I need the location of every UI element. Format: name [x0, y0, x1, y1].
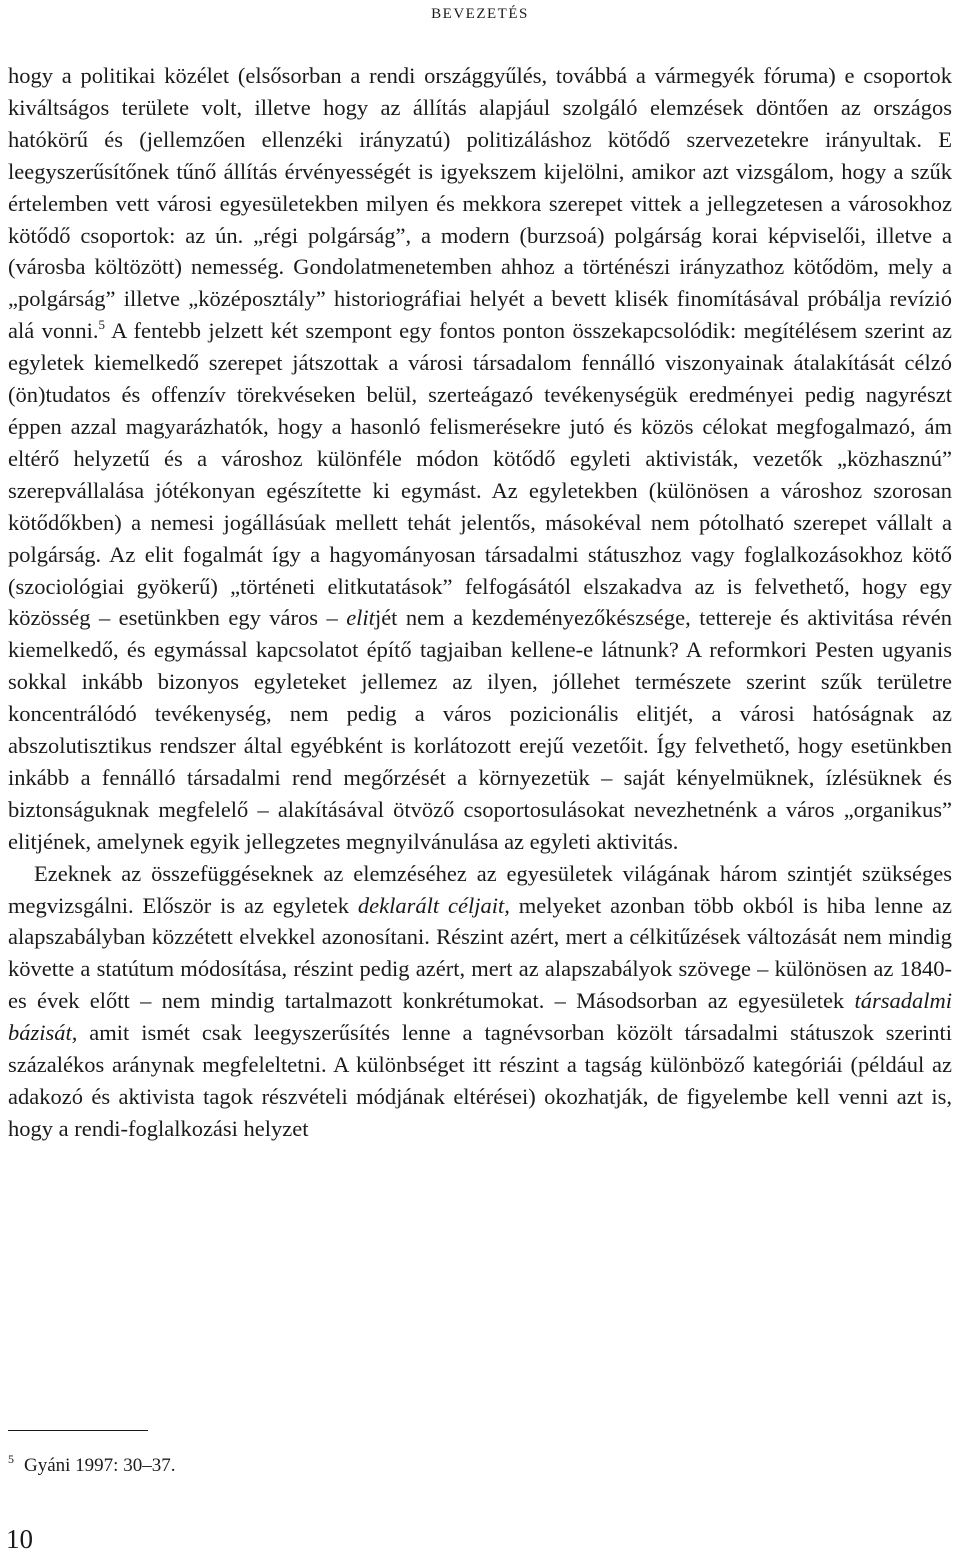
footnote-text: Gyáni 1997: 30–37.: [24, 1455, 176, 1476]
footnote: [8, 1454, 908, 1478]
italic-deklaralt-celjait: deklarált céljait,: [357, 892, 510, 918]
paragraph-1-part-3: jét nem a kezdeményezőkészsége, tettereje és aktivitása révén kiemelkedő, és egymással kapcsolatot építő tagjaiban kellene-e látnunk? A reformkori Pesten ugyanis sokkal inkább bizonyos egyleteket jellemez az ilyen, jóllehet természete szerint szűk területre koncentrálódó tevékenység, nem pedig a város pozicionális elitjét, a városi hatóságnak az abszolutisztikus rendszer által egyébként is korlátozott erejű vezetőit. Így felvethető, hogy esetünkben inkább a fennálló társadalmi rend megőrzését a környezetük – saját kényelmüknek, ízlésüknek és biztonságuknak megfelelő – alakításával ötvöző csoportosulásokat nevezhetnénk a város „organikus” elitjének, amelynek egyik jellegzetes megnyilvánulása az egyleti aktivitás.: [8, 605, 952, 854]
paragraph-1-part-2: A fentebb jelzett két szempont egy fontos ponton összekapcsolódik: megítélésem szerint az egyletek kiemelkedő szerepet játszottak a városi társadalom fennálló viszonyainak átalakítását célzó (ön)tudatos és offenzív törekvéseken belül, szerteágazó tevékenységük eredményei pedig nagyrészt éppen azzal magyarázhatók, hogy a hasonló felismerésekre jutó és közös célokat megfogalmazó, ám eltérő helyzetű és a városhoz különféle módon kötődő egyleti aktivisták, vezetők „közhasznú” szerepvállalása jótékonyan egészítette ki egymást. Az egyletekben (különösen a városhoz szorosan kötődőkben) a nemesi jogállásúak mellett tehát jelentős, másokéval nem pótolható szerepet vállalt a polgárság. Az elit fogalmát így a hagyományosan társadalmi státuszhoz vagy foglalkozásokhoz kötő (szociológiai gyökerű) „történeti elitkutatások” felfogásától elszakadva az is felvethető, hogy egy közösség – esetünkben egy város –: [8, 318, 952, 631]
paragraph-2: [8, 858, 952, 1145]
italic-elit: elit: [346, 605, 375, 631]
italic-tarsadalmi-bazisat: társadalmi bázisát,: [8, 988, 952, 1046]
body-text: [8, 60, 952, 1145]
footnote-reference: 5: [98, 317, 105, 333]
footnote-number: 5: [8, 1452, 14, 1466]
paragraph-2-part-3: amit ismét csak leegyszerűsítés lenne a tagnévsorban közölt társadalmi státuszok szerinti százalékos aránynak megfeleltetni. A különbséget itt részint a tagság különböző kategóriái (például az adakozó és aktivista tagok részvételi módjának eltérései) okozhatják, de figyelembe kell venni azt is, hogy a rendi-foglalkozási helyzet: [8, 1020, 952, 1141]
paragraph-2-part-1: Ezeknek az összefüggéseknek az elemzéséhez az egyesületek világának három szintjét szükséges megvizsgálni. Először is az egyletek: [8, 860, 952, 918]
footnote-separator: [8, 1430, 148, 1431]
paragraph-1: [8, 60, 952, 858]
running-head: BEVEZETÉS: [431, 6, 529, 22]
page-number: 10: [6, 1524, 33, 1554]
paragraph-1-part-1: hogy a politikai közélet (elsősorban a rendi országgyűlés, továbbá a vármegyék fóruma) e csoportok kiváltságos területe volt, illetve hogy az állítás alapjául szolgáló elemzések döntően az országos hatókörű és (jellemzően ellenzéki irányzatú) politizáláshoz kötődő szervezetekre irányultak. E leegyszerűsítőnek tűnő állítás érvényességét is igyekszem kijelölni, amikor azt vizsgálom, hogy a szűk értelemben vett városi egyesületekben milyen és mekkora szerepet vittek a jellegzetesen a városokhoz kötődő csoportok: az ún. „régi polgárság”, a modern (burzsoá) polgárság korai képviselői, illetve a (városba költözött) nemesség. Gondolatmenetemben ahhoz a történészi irányzathoz kötődöm, mely a „polgárság” illetve „középosztály” historiográfiai helyét a bevett klisék finomításával próbálja revízió alá vonni.: [8, 63, 952, 344]
paragraph-2-part-2: melyeket azonban több okból is hiba lenne az alapszabályban közzétett elvekkel azonosítani. Részint azért, mert a célkitűzések változását nem mindig követte a statútum módosítása, részint pedig azért, mert az alapszabályok szövege – különösen az 1840-es évek előtt – nem mindig tartalmazott konkrétumokat. – Másodsorban az egyesületek: [8, 892, 952, 1014]
